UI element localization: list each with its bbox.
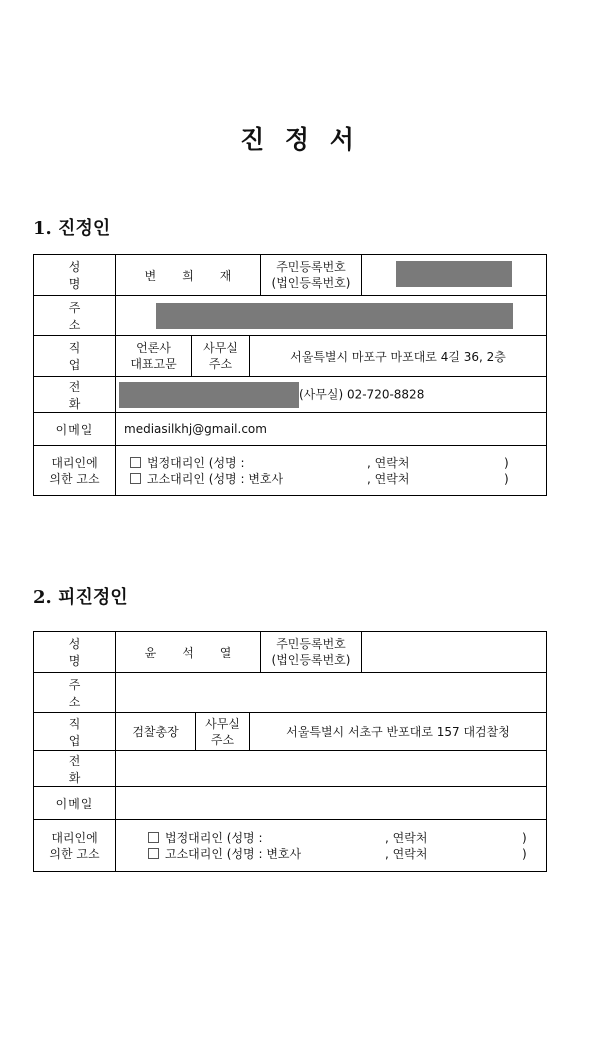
email-value: mediasilkhj@gmail.com	[116, 413, 547, 446]
address-label: 주 소	[34, 673, 116, 713]
agent-line-complaint: 고소대리인 (성명 : 변호사 , 연락처 )	[148, 846, 546, 862]
rrn-value	[362, 255, 547, 296]
document-title: 진 정 서	[240, 125, 360, 154]
name-label: 성 명	[34, 255, 116, 296]
job-value: 검찰총장	[116, 713, 196, 751]
job-value: 언론사 대표고문	[116, 336, 192, 377]
email-label: 이메일	[34, 413, 116, 446]
office-address-value: 서울특별시 서초구 반포대로 157 대검찰청	[250, 713, 547, 751]
rrn-label: 주민등록번호 (법인등록번호)	[261, 632, 362, 673]
rrn-label: 주민등록번호 (법인등록번호)	[261, 255, 362, 296]
agent-value	[116, 820, 547, 872]
address-value	[116, 296, 547, 336]
office-label: 사무실 주소	[196, 713, 250, 751]
petitioner-table	[33, 254, 547, 496]
address-label: 주 소	[34, 296, 116, 336]
agent-label: 대리인에 의한 고소	[34, 446, 116, 496]
office-phone: (사무실) 02-720-8828	[299, 387, 425, 401]
section-heading-petitioner: 1. 진정인	[33, 218, 111, 239]
name-label: 성 명	[34, 632, 116, 673]
office-label: 사무실 주소	[192, 336, 250, 377]
address-value	[116, 673, 547, 713]
phone-value	[116, 751, 547, 787]
phone-label: 전 화	[34, 377, 116, 413]
respondent-table	[33, 631, 547, 872]
job-label: 직 업	[34, 336, 116, 377]
agent-line-legal: 법정대리인 (성명 : , 연락처 )	[148, 830, 546, 846]
redaction-block	[119, 382, 299, 408]
checkbox[interactable]	[148, 848, 159, 859]
checkbox[interactable]	[130, 457, 141, 468]
section-heading-respondent: 2. 피진정인	[33, 587, 128, 608]
rrn-value	[362, 632, 547, 673]
redaction-block	[396, 261, 512, 287]
email-value	[116, 787, 547, 820]
agent-line-legal: 법정대리인 (성명 : , 연락처 )	[130, 455, 546, 471]
agent-value	[116, 446, 547, 496]
agent-label: 대리인에 의한 고소	[34, 820, 116, 872]
redaction-block	[156, 303, 513, 329]
phone-value	[116, 377, 547, 413]
office-address-value: 서울특별시 마포구 마포대로 4길 36, 2층	[250, 336, 547, 377]
name-value: 변희재	[116, 255, 261, 296]
agent-line-complaint: 고소대리인 (성명 : 변호사 , 연락처 )	[130, 471, 546, 487]
checkbox[interactable]	[148, 832, 159, 843]
name-value: 윤석열	[116, 632, 261, 673]
job-label: 직 업	[34, 713, 116, 751]
phone-label: 전 화	[34, 751, 116, 787]
checkbox[interactable]	[130, 473, 141, 484]
email-label: 이메일	[34, 787, 116, 820]
